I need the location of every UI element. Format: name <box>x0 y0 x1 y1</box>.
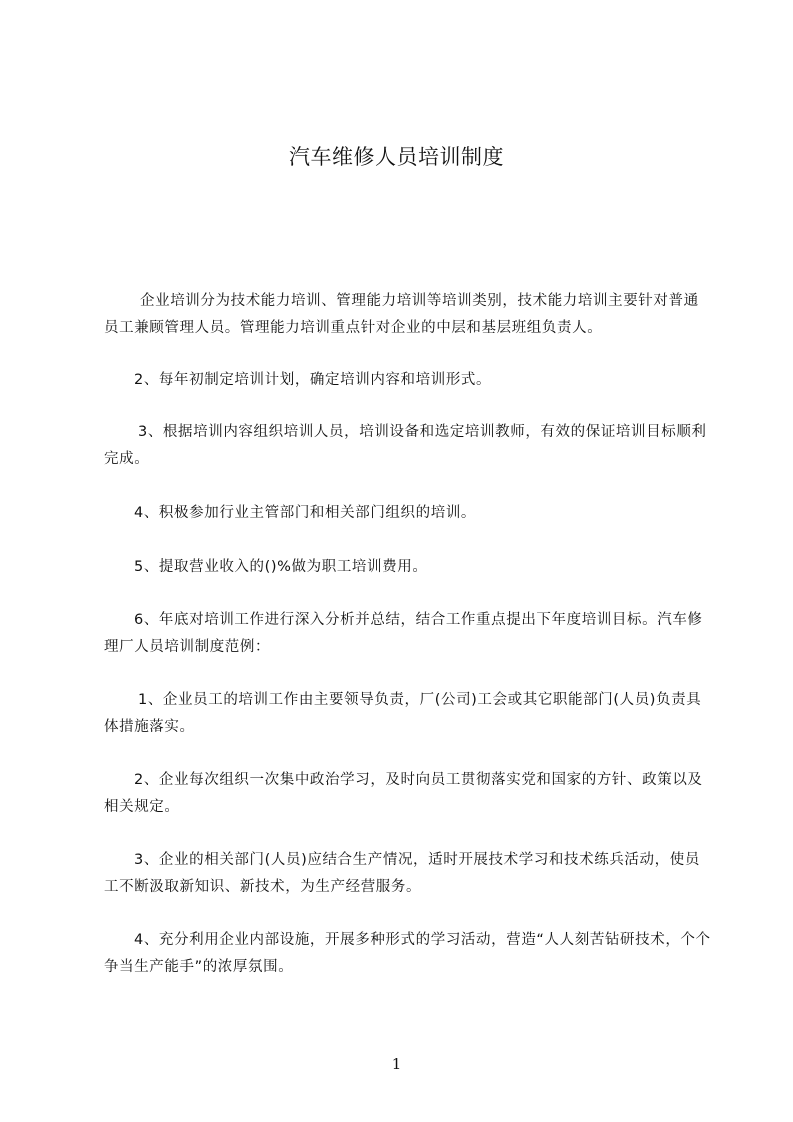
document-title: 汽车维修人员培训制度 <box>289 145 504 169</box>
paragraph-training-categories: 企业培训分为技术能力培训、管理能力培训等培训类别，技术能力培训主要针对普通员工兼顾管理人员。管理能力培训重点针对企业的中层和基层班组负责人。 <box>104 293 699 336</box>
paragraph-annual-plan: 2、每年初制定培训计划，确定培训内容和培训形式。 <box>134 372 492 388</box>
paragraph-industry-training: 4、积极参加行业主管部门和相关部门组织的培训。 <box>134 505 477 521</box>
paragraph-year-end-summary: 6、年底对培训工作进行深入分析并总结，结合工作重点提出下年度培训目标。汽车修理厂人员培训制度范例： <box>104 612 703 655</box>
paragraph-technical-study: 3、企业的相关部门(人员)应结合生产情况，适时开展技术学习和技术练兵活动，使员工不断汲取新知识、新技术，为生产经营服务。 <box>104 852 700 895</box>
paragraph-learning-activities: 4、充分利用企业内部设施，开展多种形式的学习活动，营造“人人刻苦钻研技术，个个争当生产能手”的浓厚氛围。 <box>104 932 711 975</box>
paragraph-training-fee: 5、提取营业收入的()%做为职工培训费用。 <box>134 559 428 575</box>
paragraph-political-study: 2、企业每次组织一次集中政治学习，及时向员工贯彻落实党和国家的方针、政策以及相关规定。 <box>104 772 703 815</box>
paragraph-leadership-responsibility: 1、企业员工的培训工作由主要领导负责，厂(公司)工会或其它职能部门(人员)负责具体措施落实。 <box>104 692 702 735</box>
paragraph-organize-training: 3、根据培训内容组织培训人员，培训设备和选定培训教师，有效的保证培训目标顺利完成。 <box>104 424 707 467</box>
page-number: 1 <box>391 1055 402 1073</box>
